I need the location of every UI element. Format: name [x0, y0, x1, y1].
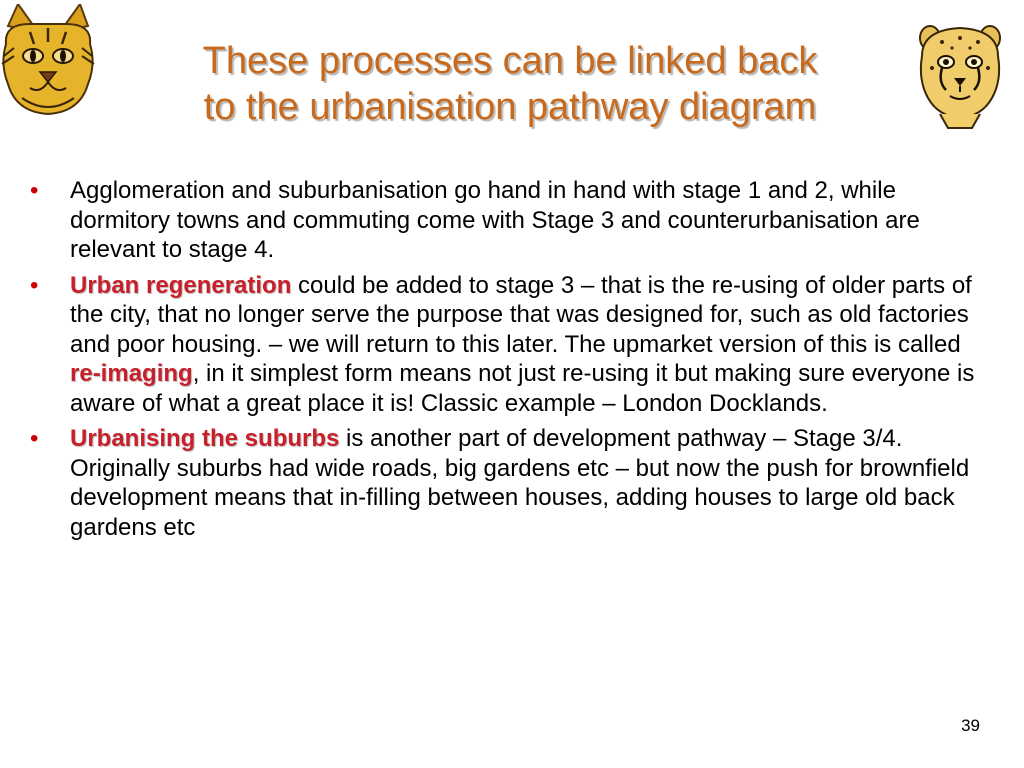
keyword-urban-regeneration: Urban regeneration	[70, 271, 292, 299]
bullet-icon: •	[30, 271, 39, 299]
bullet-icon: •	[30, 425, 39, 452]
page-number: 39	[961, 716, 980, 735]
bullet-text-continued: , in it simplest form means not just re-using it but making sure everyone is aware of what a great place it is! Classic example – London Docklands.	[70, 360, 975, 417]
bullet-item-urban-regeneration	[30, 271, 990, 419]
bullet-icon: •	[30, 177, 39, 204]
keyword-urbanising-the-suburbs: Urbanising the suburbs	[70, 425, 340, 452]
bullet-text: Agglomeration and suburbanisation go hand in hand with stage 1 and 2, while dormitory towns and commuting come with Stage 3 and counterurbanisation are relevant to stage 4.	[70, 177, 920, 263]
bullet-item-agglomeration	[30, 176, 990, 265]
bullet-text: is another part of development pathway – Stage 3/4. Originally suburbs had wide roads, big gardens etc – but now the push for brownfield development means that in-filling between houses, adding houses to large old back gardens etc	[70, 425, 970, 541]
bullet-item-urbanising-suburbs	[30, 424, 990, 542]
slide-title	[120, 38, 900, 130]
title-line-1: These processes can be linked back	[202, 40, 818, 82]
bullet-list	[30, 176, 990, 548]
bobcat-mascot-icon	[0, 4, 96, 118]
cheetah-mascot-icon	[912, 18, 1008, 130]
keyword-re-imaging: re-imaging	[70, 360, 193, 387]
bullet-text: could be added to stage 3 – that is the re-using of older parts of the city, that no longer serve the purpose that was designed for, such as old factories and poor housing. – we will return to this later. The upmarket version of this is called	[70, 271, 972, 358]
title-line-2: to the urbanisation pathway diagram	[203, 86, 817, 128]
